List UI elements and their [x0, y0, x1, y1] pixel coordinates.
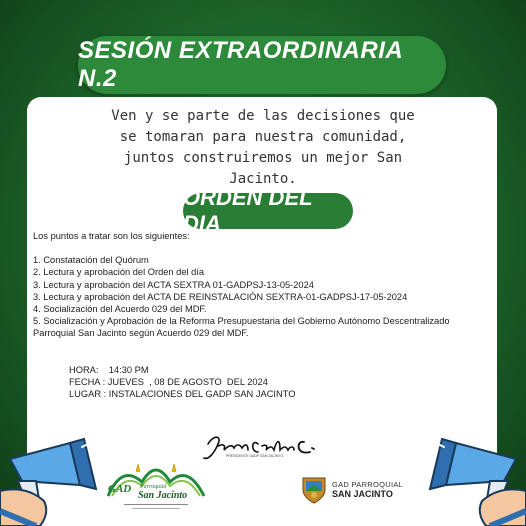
- agenda-list: [33, 230, 483, 340]
- intro-text: [0, 106, 526, 190]
- orden-del-dia-banner: [183, 185, 353, 236]
- logo-gad-text: GAD: [108, 483, 132, 495]
- logo-name-text: San Jacinto: [138, 490, 188, 501]
- agenda-item: 4. Socialización del Acuerdo 029 del MDF.: [33, 304, 207, 315]
- signature-caption: PRESIDENTE GADP SAN JACINTO: [226, 454, 284, 458]
- intro-line: Ven y se parte de las decisiones que: [111, 108, 415, 124]
- section-title: ORDEN DEL DIA: [183, 185, 313, 236]
- agenda-item: 3. Lectura y aprobación del ACTA SEXTRA 01-GADPSJ-13-05-2024: [33, 279, 314, 290]
- page-title: SESIÓN EXTRAORDINARIA N.2: [78, 37, 403, 92]
- meeting-time: HORA: 14:30 PM: [69, 365, 149, 375]
- meeting-place: LUGAR : INSTALACIONES DEL GADP SAN JACINTO: [69, 389, 296, 400]
- meeting-date: FECHA : JUEVES , 08 DE AGOSTO DEL 2024: [69, 377, 268, 388]
- megaphone-right-icon: [416, 415, 526, 526]
- agenda-item: 3. Lectura y aprobación del ACTA DE REINSTALACIÓN SEXTRA-01-GADPSJ-17-05-2024: [33, 291, 408, 302]
- intro-line: se tomaran para nuestra comunidad,: [119, 129, 407, 145]
- agenda-intro: Los puntos a tratar son los siguientes:: [33, 231, 190, 241]
- intro-line: juntos construiremos un mejor San: [123, 150, 403, 166]
- signature-image: [200, 430, 330, 470]
- logo-top-text: GAD PARROQUIAL: [332, 479, 404, 489]
- intro-line: Jacinto.: [229, 171, 297, 187]
- megaphone-left-icon: [0, 415, 110, 526]
- agenda-item: 5. Socialización y Aprobación de la Reforma Presupuestaria del Gobierno Autónomo Descentralizado Parroquial San Jacinto según Acuerdo 029 del MDF.: [33, 316, 450, 339]
- header-banner: [78, 36, 446, 94]
- agenda-item: 2. Lectura y aprobación del Orden del día: [33, 267, 205, 278]
- gad-parroquial-logo: [102, 452, 210, 518]
- san-jacinto-logo: [300, 472, 420, 506]
- agenda-item: 1. Constatación del Quórum: [33, 255, 149, 266]
- parish-seal-icon: [300, 474, 328, 504]
- meeting-details: [69, 364, 295, 401]
- logo-bottom-text: SAN JACINTO: [332, 488, 393, 499]
- logo-parroquial-text: Parroquial: [140, 484, 167, 490]
